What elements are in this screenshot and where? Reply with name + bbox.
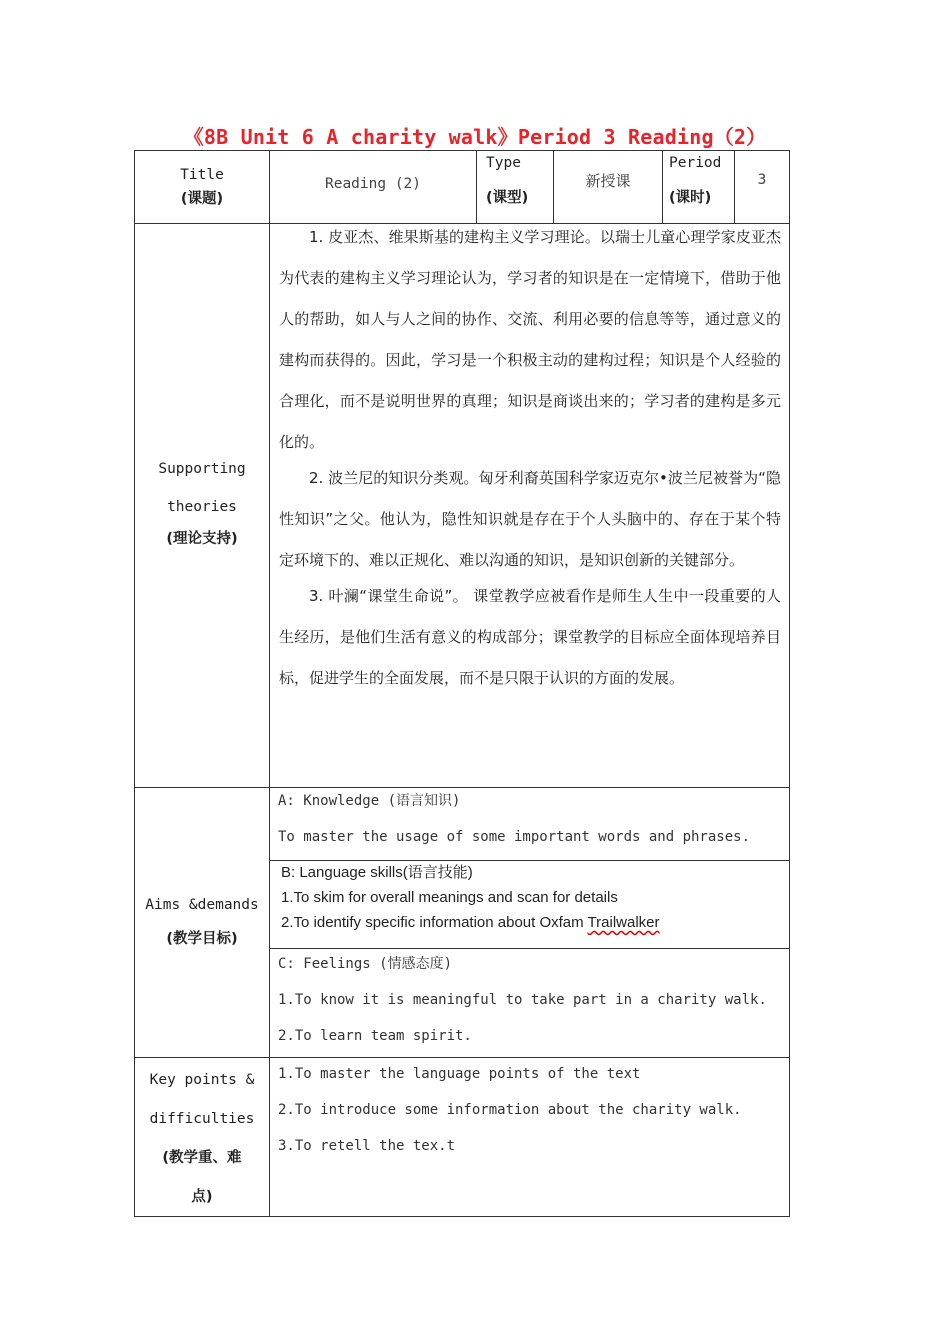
theory-paragraph-3: 3. 叶澜“课堂生命说”。 课堂教学应被看作是师生人生中一段重要的人生经历，是他们生活有意义的构成部分；课堂教学的目标应全面体现培养目标，促进学生的全面发展，而不是只限于认识的方面的发展。	[279, 587, 781, 687]
aims-label-cell	[135, 888, 269, 956]
theory-paragraph-2: 2. 波兰尼的知识分类观。匈牙利裔英国科学家迈克尔•波兰尼被誉为“隐性知识”之父。他认为，隐性知识就是存在于个人头脑中的、存在于某个特定环境下的、难以正规化、难以沟通的知识，是知识创新的关键部分。	[279, 469, 781, 569]
title-value: Reading (2)	[324, 176, 422, 192]
skills-item-2-word: Trailwalker	[587, 914, 660, 931]
keypoint-item-3: 3.To retell the tex.t	[278, 1138, 456, 1154]
period-value: 3	[757, 172, 767, 188]
theories-label-line1: Supporting	[158, 461, 246, 477]
period-label: Period	[669, 155, 722, 171]
skills-item-2-text: 2.To identify specific information about Oxfam	[281, 914, 588, 931]
theory-paragraph-1: 1. 皮亚杰、维果斯基的建构主义学习理论。以瑞士儿童心理学家皮亚杰为代表的建构主义学习理论认为，学习者的知识是在一定情境下，借助于他人的帮助，如人与人之间的协作、交流、利用必要的信息等等，通过意义的建构而获得的。因此，学习是一个积极主动的建构过程；知识是个人经验的合理化，而不是说明世界的真理；知识是商谈出来的；学习者的建构是多元化的。	[279, 228, 781, 451]
keypoints-label-cell	[135, 1061, 269, 1217]
skills-heading: B: Language skills(语言技能)	[281, 864, 473, 881]
title-label-cn: (课题)	[180, 191, 224, 207]
knowledge-heading: A: Knowledge (语言知识)	[278, 793, 461, 809]
aims-label: Aims &demands	[145, 897, 259, 913]
feelings-heading: C: Feelings (情感态度)	[278, 956, 453, 972]
aims-label-cn: (教学目标)	[166, 931, 238, 947]
keypoint-item-2: 2.To introduce some information about the charity walk.	[278, 1102, 742, 1118]
keypoints-label-cn2: 点)	[191, 1189, 213, 1205]
title-label-cell	[135, 163, 269, 211]
type-label: Type	[486, 155, 521, 171]
type-label-cn: (课型)	[486, 190, 529, 206]
keypoints-label-cn1: (教学重、难	[162, 1150, 242, 1166]
document-title: 《8B Unit 6 A charity walk》Period 3 Reading（2）	[183, 125, 767, 149]
knowledge-item: To master the usage of some important words and phrases.	[278, 829, 751, 845]
title-label: Title	[180, 167, 224, 183]
theories-label-cn: (理论支持)	[166, 531, 238, 547]
period-label-cn: (课时)	[669, 190, 712, 206]
keypoint-item-1: 1.To master the language points of the text	[278, 1066, 641, 1082]
theories-label-line2: theories	[167, 499, 237, 515]
skills-item-2	[281, 910, 786, 935]
feelings-item-2: 2.To learn team spirit.	[278, 1028, 472, 1044]
theories-content	[279, 217, 781, 699]
keypoints-label-line2: difficulties	[149, 1111, 255, 1127]
keypoints-label-line1: Key points &	[149, 1072, 255, 1088]
aims-knowledge	[278, 783, 783, 855]
type-label-cell	[486, 151, 552, 210]
feelings-item-1: 1.To know it is meaningful to take part in a charity walk.	[278, 992, 767, 1008]
aims-skills	[281, 860, 786, 935]
skills-item-1: 1.To skim for overall meanings and scan for details	[281, 889, 618, 906]
keypoints-content	[278, 1056, 783, 1164]
type-value: 新授课	[585, 172, 631, 190]
theories-label-cell	[135, 450, 269, 552]
aims-feelings	[278, 946, 783, 1054]
period-label-cell	[669, 151, 733, 210]
